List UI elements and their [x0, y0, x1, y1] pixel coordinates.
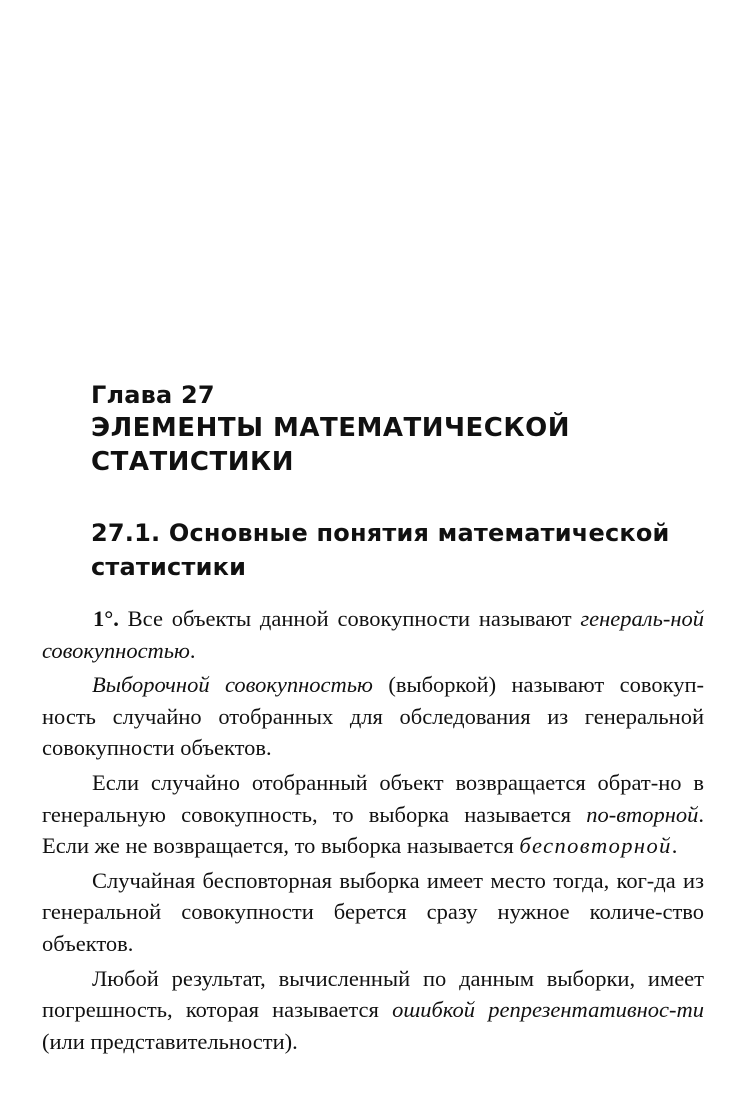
paragraph-2	[42, 669, 704, 764]
paragraph-text: Все объекты данной совокупности называют	[118, 606, 581, 631]
paragraph-4	[42, 865, 704, 960]
chapter-title	[91, 411, 711, 479]
chapter-title-line-2: СТАТИСТИКИ	[91, 447, 295, 477]
term-repeated-sample: по-вторной	[586, 801, 699, 827]
chapter-label: Глава 27	[91, 381, 215, 409]
section-title-line-2: статистики	[91, 553, 247, 581]
paragraph-text: (или представительности).	[42, 1028, 298, 1054]
term-non-repeated-sample: бесповторной	[519, 833, 672, 859]
term-representativeness-error: ошибкой репрезентативнос-ти	[392, 997, 704, 1023]
paragraph-text: .	[671, 833, 678, 859]
paragraph-text: (выборкой) называют совокуп-ность случайно отобранных для обследования из генеральной совокупности объектов.	[42, 672, 704, 761]
chapter-heading	[91, 380, 711, 479]
body-text	[42, 603, 704, 1060]
paragraph-text: .	[189, 637, 196, 663]
section-title-line-1: 27.1. Основные понятия математической	[91, 519, 670, 547]
paragraph-5	[42, 963, 704, 1058]
paragraph-3	[42, 767, 704, 862]
paragraph-marker: 1°.	[93, 606, 119, 631]
term-sample-population: Выборочной совокупностью	[92, 672, 373, 698]
paragraph-text: Если случайно отобранный объект возвращается обрат-но в генеральную совокупность, то выборка называется	[42, 769, 704, 827]
paragraph-text: Случайная бесповторная выборка имеет место тогда, ког-да из генеральной совокупности берется сразу нужное количе-ство объектов.	[42, 867, 704, 956]
paragraph-1	[42, 603, 704, 666]
section-title	[91, 516, 711, 584]
term-general-population: генераль-ной совокупностью	[42, 606, 704, 663]
chapter-title-line-1: ЭЛЕМЕНТЫ МАТЕМАТИЧЕСКОЙ	[91, 413, 571, 443]
paragraph-text: . Если же не возвращается, то выборка называется	[42, 801, 704, 859]
paragraph-text: Любой результат, вычисленный по данным выборки, имеет погрешность, которая называется	[42, 965, 704, 1023]
